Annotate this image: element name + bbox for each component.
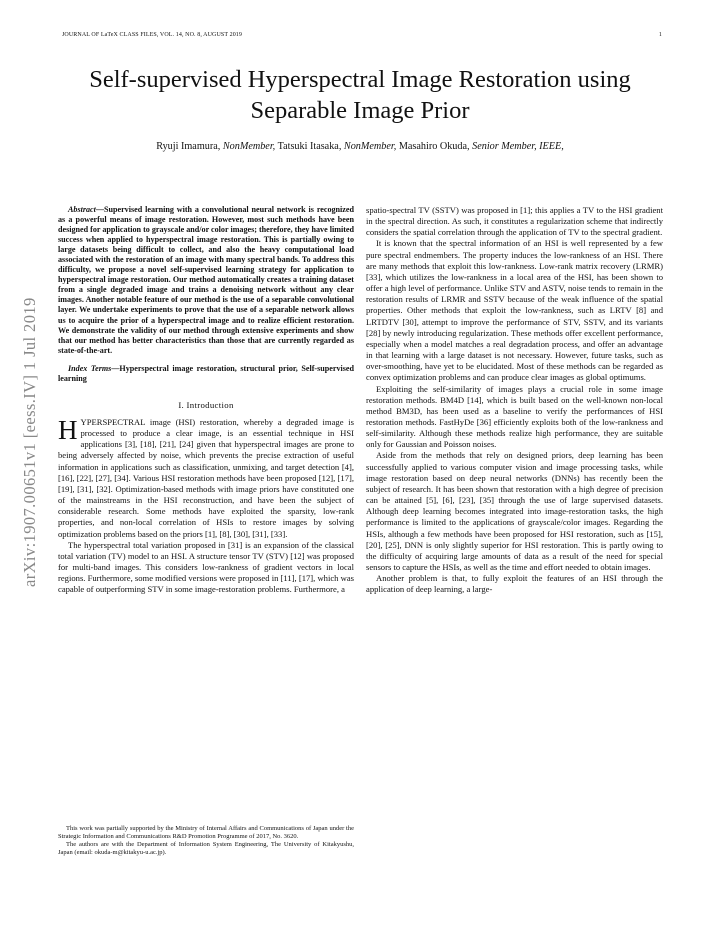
author-2-role: NonMember, [343, 141, 397, 152]
abstract [58, 205, 354, 356]
section-heading-introduction: I. Introduction [178, 399, 234, 410]
abstract-text: —Supervised learning with a convolutional neural network is recognized as a powerful means of image restoration. However, most such methods have been designed for application to grayscale and/or color images; therefore, they have limited success when applied to hyperspectral image restoration. This is partially owing to large datasets being difficult to collect, and also the heavy computational load associated with the restoration of an image with many spectral bands. To address this difficulty, we propose a novel self-supervised learning strategy for application to hyperspectral image restoration. Our method automatically creates a training dataset from a single degraded image and trains a denoising network without any clear images. Another notable feature of our method is the use of a separable convolutional layer. We undertake experiments to prove that the use of a separable network allows us to acquire the prior of a hyperspectral image and to realize efficient restoration. We demonstrate the validity of our method through extensive experiments and show that our method has better characteristics than those that are currently regarded as state-of-the-art. [58, 205, 354, 355]
paper-title: Self-supervised Hyperspectral Image Restoration using Separable Image Prior [89, 66, 631, 124]
right-paragraph-4: Aside from the methods that rely on designed priors, deep learning has been successfully applied to various computer vision and image processing tasks, while image restoration based on deep neural networks (DNNs) has recently been the subject of research. It has been shown that restoration with a high degree of precision can be attained [5], [6], [23], [35] through the use of large supervised datasets. Although deep learning becomes integrated into image-restoration tasks, the high performance is limited to the applications of grayscale/color images. Regarding the HSIs, although a few methods have been proposed for HSI restoration, such as [15], [20], [25], DNN is only slightly superior for HSI restoration. This is partly owing to the difficulty of acquiring large amounts of data as a result of the need for special sensors to capture the HSIs, as well as the time and effort needed to obtain images. [366, 450, 663, 572]
intro-paragraph-1-text: YPERSPECTRAL image (HSI) restoration, whereby a degraded image is processed to produce a clear image, is an essential technique in HSI applications [3], [18], [21], [24] given that hyperspectral images are prone to being adversely affected by noise, which prevents the precise extraction of useful information in applications such as classification, unmixing, and target detection [4], [16], [22], [27], [34]. Various HSI restoration methods have been proposed [12], [17], [19], [31], [32]. Optimization-based methods with image priors have constituted one of the mainstreams in the HSI reconstruction, and have been the subject of considerable research. Some methods have exploited the sparsity, low-rank properties, and non-local correlation of HSIs to restore images by solving optimization problems based on the priors [1], [8], [30], [31], [33]. [58, 416, 354, 539]
author-1-role: NonMember, [222, 141, 276, 152]
index-terms [58, 364, 354, 384]
author-2: Tatsuki Itasaka, [275, 141, 344, 152]
author-3-role: Senior Member, IEEE, [472, 141, 564, 152]
intro-paragraph-1 [58, 414, 354, 540]
footnote-affiliation: The authors are with the Department of Information System Engineering, The University of Kitakyushu, Japan (email: okuda-m@kitakyu-u.ac.jp). [58, 841, 354, 856]
journal-name: JOURNAL OF LaTeX CLASS FILES, VOL. 14, NO. 8, AUGUST 2019 [62, 32, 243, 38]
author-3: Masahiro Okuda, [396, 141, 473, 152]
abstract-label: Abstract [68, 205, 96, 214]
author-1: Ryuji Imamura, [156, 141, 223, 152]
drop-cap: H [58, 414, 78, 445]
intro-paragraph-2: The hyperspectral total variation proposed in [31] is an expansion of the classical total variation (TV) model to an HSI. A structure tensor TV (STV) [12] was proposed for multi-band images. This considers low-rankness of gradient vectors in local regions. Furthermore, some modified versions were proposed in [11], [17], which was capable of outperforming STV in some image-restoration problems. Furthermore, a [58, 539, 354, 595]
index-terms-text: —Hyperspectral image restoration, structural prior, Self-supervised learning [58, 363, 354, 383]
running-header [62, 32, 662, 38]
right-column [366, 205, 663, 595]
right-paragraph-1: spatio-spectral TV (SSTV) was proposed in [1]; this applies a TV to the HSI gradient in the spectral direction. As such, it constitutes a regularization scheme that indirectly considers the spatial correlation through the application of TV to the spectral gradient. [366, 205, 663, 238]
right-paragraph-2: It is known that the spectral information of an HSI is well represented by a few pure spectral endmembers. The property induces the low-rankness of an HSI. There are many methods that exploit this low-rankness. Low-rank matrix recovery (LRMR) [33], which utilizes the low-rankness in a local area of the HSI, has been shown to offer a high level of performance. Unlike STV and ASTV, noise tends to remain in the restoration results of LRMR and SSTV because of the weak influence of the spatial properties. Other methods that exploit the low-rankness, such as LRTV [8] and LRTDTV [30], attempt to improve the performance of STV, SSTV, and its variants [28] by newly introducing regularization. These methods offer excellent performance, especially when a model matches a real degradation process, and offer an advantage in that learning with a large dataset is not necessary. However, future tasks, such as over-smoothing, have yet to be elucidated. Most of these methods can be regarded as convex optimization problems and can produce clear images as global optimums. [366, 238, 663, 383]
author-list [40, 141, 680, 152]
left-column [58, 205, 354, 595]
right-paragraph-5: Another problem is that, to fully exploit the features of an HSI through the application of deep learning, a large- [366, 573, 663, 595]
footnote [58, 825, 354, 857]
arxiv-stamp[interactable]: arXiv:1907.00651v1 [eess.IV] 1 Jul 2019 [20, 297, 39, 587]
page-number: 1 [658, 32, 662, 38]
right-paragraph-3: Exploiting the self-similarity of images plays a crucial role in some image restoration methods. BM4D [14], which is built based on the well-known non-local method BM3D, has been used as a baseline to verify the performances of HSI restoration methods. FastHyDe [36] efficiently exploits both of the low-rankness and self-similarity. Although these methods realize high performance, they are suitable only for Gaussian and Poisson noises. [366, 383, 663, 450]
index-terms-label: Index Terms [68, 363, 112, 373]
footnote-funding: This work was partially supported by the Ministry of Internal Affairs and Communications of Japan under the Strategic Information and Communications R&D Promotion Programme of 2017, No. 3620. [58, 825, 354, 840]
